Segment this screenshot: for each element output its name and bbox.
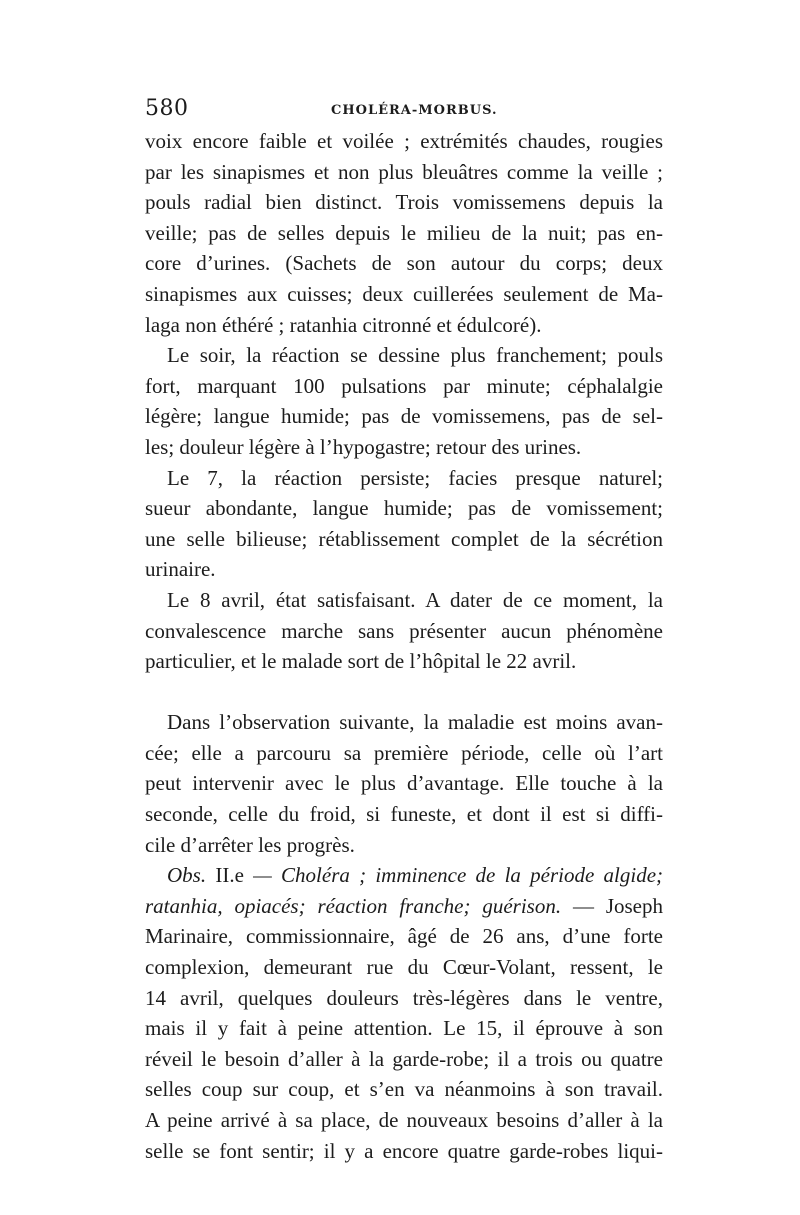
page-number: 580 — [145, 96, 189, 121]
running-head: CHOLÉRA-MORBUS. — [331, 103, 498, 118]
text-line: sueur abondante, langue humide; pas de vomissement; — [145, 496, 663, 521]
text-line: complexion, demeurant rue du Cœur-Volant, ressent, le — [145, 955, 663, 980]
text-line: les; douleur légère à l’hypogastre; retour des urines. — [145, 434, 582, 459]
text-line: cée; elle a parcouru sa première période, celle où l’art — [145, 740, 663, 765]
text-line: cile d’arrêter les progrès. — [145, 832, 355, 857]
text-line: sinapismes aux cuisses; deux cuillerées seulement de Ma- — [145, 281, 663, 306]
obs-title-tail: — Joseph — [572, 893, 663, 918]
obs-title-continued: ratanhia, opiacés; réaction franche; guérison. — [145, 893, 562, 918]
obs-title: — Choléra ; imminence de la période algide; — [253, 863, 663, 888]
text-line: pouls radial bien distinct. Trois vomissemens depuis la — [145, 190, 663, 215]
text-line: par les sinapismes et non plus bleuâtres comme la veille ; — [145, 159, 663, 184]
paragraph — [145, 340, 663, 462]
text-line: convalescence marche sans présenter aucun phénomène — [145, 618, 663, 643]
text-line: Le 7, la réaction persiste; facies presque naturel; — [167, 465, 663, 490]
observation-heading-line — [145, 891, 663, 922]
text-line: core d’urines. (Sachets de son autour du corps; deux — [145, 251, 663, 276]
text-line: une selle bilieuse; rétablissement complet de la sécrétion — [145, 526, 663, 551]
paragraph — [145, 463, 663, 585]
text-line: selles coup sur coup, et s’en va néanmoins à son travail. — [145, 1077, 663, 1102]
paragraph — [145, 585, 663, 677]
text-line: Dans l’observation suivante, la maladie est moins avan- — [167, 710, 663, 735]
text-line: veille; pas de selles depuis le milieu de la nuit; pas en- — [145, 220, 663, 245]
paragraph-gap — [145, 677, 663, 708]
paragraph — [145, 707, 663, 860]
text-line: réveil le besoin d’aller à la garde-robe; il a trois ou quatre — [145, 1046, 663, 1071]
text-line: Marinaire, commissionnaire, âgé de 26 ans, d’une forte — [145, 924, 663, 949]
text-line: Le soir, la réaction se dessine plus franchement; pouls — [167, 343, 663, 368]
text-line: laga non éthéré ; ratanhia citronné et édulcoré). — [145, 312, 542, 337]
obs-label: Obs. — [167, 863, 207, 888]
text-line: Le 8 avril, état satisfaisant. A dater de ce moment, la — [167, 587, 663, 612]
text-line: selle se font sentir; il y a encore quatre garde-robes liqui- — [145, 1138, 663, 1163]
observation-paragraph — [145, 860, 663, 1166]
text-line: A peine arrivé à sa place, de nouveaux besoins d’aller à la — [145, 1108, 663, 1132]
body-text — [145, 126, 663, 1166]
text-line: peut intervenir avec le plus d’avantage. Elle touche à la — [145, 771, 663, 796]
observation-heading-line — [145, 860, 663, 891]
obs-number: II.e — [215, 863, 244, 888]
text-line: seconde, celle du froid, si funeste, et dont il est si diffi- — [145, 802, 663, 827]
paragraph — [145, 126, 663, 340]
text-line: légère; langue humide; pas de vomissemens, pas de sel- — [145, 404, 663, 429]
text-line: mais il y fait à peine attention. Le 15, il éprouve à son — [145, 1016, 663, 1041]
page-header — [145, 96, 663, 126]
text-line: particulier, et le malade sort de l’hôpital le 22 avril. — [145, 649, 577, 674]
text-line: voix encore faible et voilée ; extrémités chaudes, rougies — [145, 129, 663, 153]
text-line: 14 avril, quelques douleurs très-légères dans le ventre, — [145, 985, 663, 1010]
text-line: fort, marquant 100 pulsations par minute; céphalalgie — [145, 373, 663, 398]
text-line: urinaire. — [145, 557, 216, 582]
